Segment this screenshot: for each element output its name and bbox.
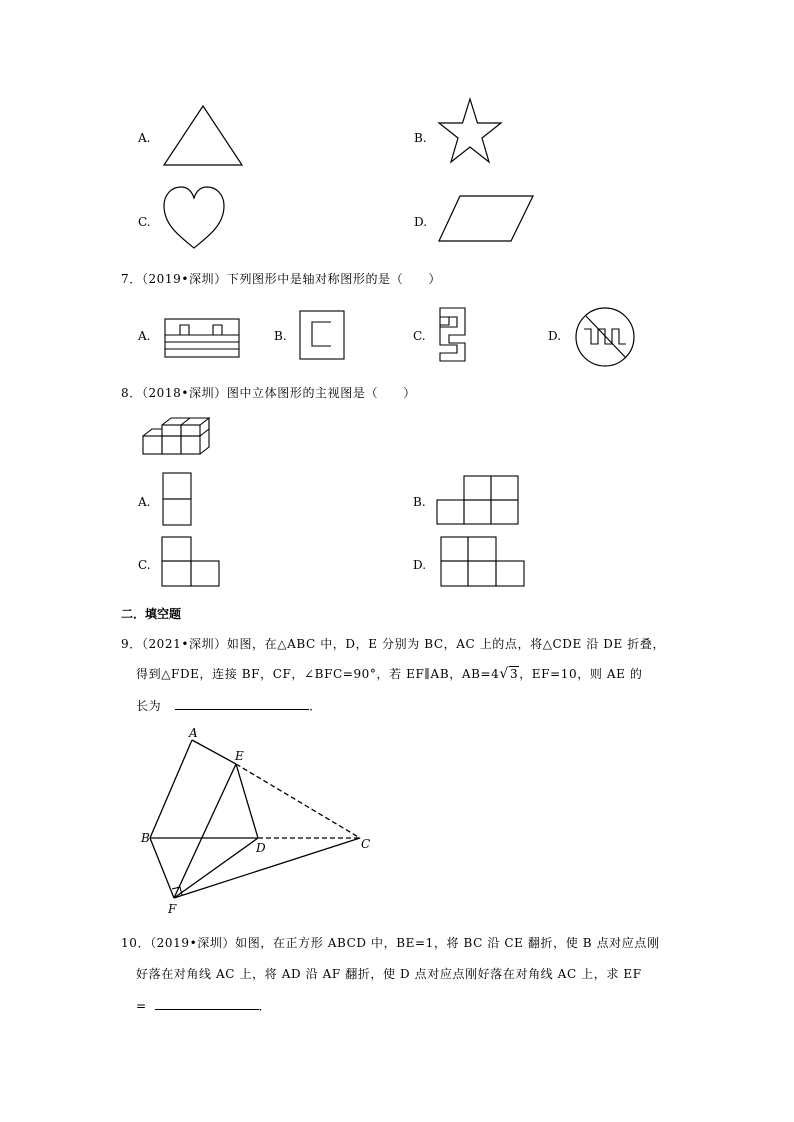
q10-answer-blank[interactable] <box>155 997 259 1010</box>
q9-line1-text: （2021•深圳）如图，在△ABC 中，D，E 分别为 BC，AC 上的点，将△CDE 沿 DE 折叠， <box>141 637 666 651</box>
q6-option-a-label: A. <box>138 131 151 145</box>
q8-option-c-figure <box>161 536 221 588</box>
q8-option-d-label: D. <box>413 558 427 572</box>
q9-line3-end: ． <box>309 699 322 713</box>
q9-answer-blank[interactable] <box>175 697 309 710</box>
q9-line2 <box>136 666 642 682</box>
q10-line3-end: ． <box>258 999 272 1013</box>
q9-sqrt-value: 3 <box>509 667 519 681</box>
q8-question <box>121 385 416 401</box>
q7-text: （2019•深圳）下列图形中是轴对称图形的是（ ） <box>141 272 442 286</box>
q9-line1 <box>121 636 665 652</box>
section-fill-in-title: 二．填空题 <box>121 607 182 621</box>
q6-option-a-triangle <box>162 105 244 167</box>
q10-line1 <box>121 935 660 951</box>
q6-option-b-label: B. <box>414 131 427 145</box>
q10-line2 <box>136 966 642 982</box>
q9-label-e: E <box>235 749 244 763</box>
q10-line1-text: （2019•深圳）如图，在正方形 ABCD 中，BE=1，将 BC 沿 CE 翻折，使 B 点对应点刚 <box>150 936 660 950</box>
q9-label-b: B <box>141 831 150 845</box>
q7-option-b-label: B. <box>274 329 287 343</box>
q9-label-f: F <box>168 902 177 916</box>
q8-option-b-label: B. <box>413 495 426 509</box>
q7-option-a-label: A. <box>138 329 151 343</box>
q7-option-c-label: C. <box>413 329 426 343</box>
q10-line3 <box>136 997 271 1014</box>
q9-label-c: C <box>361 837 371 851</box>
q8-3d-solid-figure <box>142 416 214 456</box>
q7-option-a-figure <box>164 318 240 358</box>
q7-option-d-label: D. <box>548 329 562 343</box>
q9-geometry-figure <box>140 728 380 918</box>
q7-option-d-figure <box>574 306 636 368</box>
q10-number: 10． <box>121 936 151 950</box>
q9-line2-a: 得到△FDE，连接 BF，CF，∠BFC=90°，若 EF∥AB，AB=4 <box>136 667 500 681</box>
q9-line2-b: ，EF=10，则 AE 的 <box>519 667 643 681</box>
q8-option-d-figure <box>440 536 526 588</box>
q8-option-c-label: C. <box>138 558 151 572</box>
q7-number: 7． <box>121 272 142 286</box>
q6-option-b-star <box>438 98 502 172</box>
q9-line3-text: 长为 <box>136 699 162 713</box>
q9-number: 9． <box>121 637 142 651</box>
q6-option-d-parallelogram <box>438 195 534 243</box>
q10-line3-text: = <box>136 999 147 1013</box>
q9-label-d: D <box>256 841 266 855</box>
q8-option-a-figure <box>162 472 192 526</box>
q6-option-c-heart <box>162 186 226 250</box>
q6-option-d-label: D. <box>414 215 428 229</box>
q7-question <box>121 271 441 287</box>
q6-option-c-label: C. <box>138 215 151 229</box>
q8-option-a-label: A. <box>138 495 151 509</box>
q9-label-a: A <box>189 726 198 740</box>
q8-text: （2018•深圳）图中立体图形的主视图是（ ） <box>141 386 416 400</box>
q10-line2-text: 好落在对角线 AC 上，将 AD 沿 AF 翻折，使 D 点对应点刚好落在对角线 AC 上，求 EF <box>136 967 642 981</box>
q8-number: 8． <box>121 386 142 400</box>
q7-option-b-figure <box>299 310 345 360</box>
q9-line3 <box>136 697 322 714</box>
q9-sqrt: √3 <box>499 666 519 682</box>
q8-option-b-figure <box>436 475 520 527</box>
q7-option-c-figure <box>439 307 467 363</box>
